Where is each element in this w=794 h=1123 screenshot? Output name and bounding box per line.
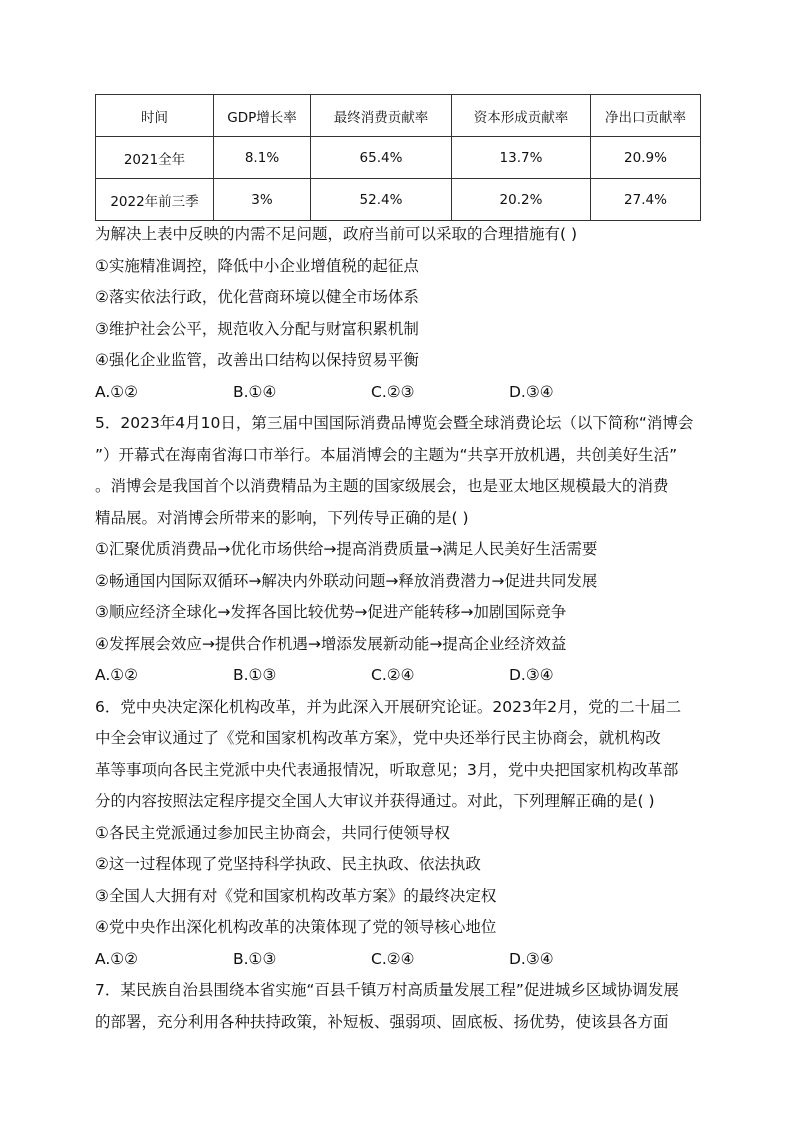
q6-stem-line: 中全会审议通过了《党和国家机构改革方案》，党中央还举行民主协商会，就机构改 — [95, 729, 661, 747]
q6-item-1: ①各民主党派通过参加民主协商会，共同行使领导权 — [95, 823, 450, 842]
table-cell: 2021全年 — [96, 137, 214, 179]
q6-options — [95, 944, 700, 976]
table-cell: 20.2% — [452, 179, 591, 221]
q4-option-b[interactable]: B.①④ — [233, 382, 277, 401]
q6-option-d[interactable]: D.③④ — [509, 949, 554, 968]
q4-option-c[interactable]: C.②③ — [371, 382, 415, 401]
q4-item-1: ①实施精准调控，降低中小企业增值税的起征点 — [95, 256, 419, 275]
q7-stem-line: 的部署，充分利用各种扶持政策，补短板、强弱项、固底板、扬优势，使该县各方面 — [95, 1012, 669, 1031]
q6-option-c[interactable]: C.②④ — [371, 949, 415, 968]
q7-stem-line: 7．某民族自治县围绕本省实施“百县千镇万村高质量发展工程”促进城乡区域协调发展 — [95, 981, 679, 999]
table-header-cell: 时间 — [96, 95, 214, 137]
table-cell: 20.9% — [591, 137, 701, 179]
q4-option-d[interactable]: D.③④ — [509, 382, 554, 401]
q4-options — [95, 377, 700, 409]
table-cell: 3% — [214, 179, 311, 221]
q4-item-4: ④强化企业监管，改善出口结构以保持贸易平衡 — [95, 351, 419, 369]
table-row — [96, 137, 701, 179]
table-cell: 2022年前三季 — [96, 179, 214, 221]
q5-option-b[interactable]: B.①③ — [233, 666, 277, 684]
table-header-cell: 资本形成贡献率 — [452, 95, 591, 137]
q6-stem-line: 分的内容按照法定程序提交全国人大审议并获得通过。对此，下列理解正确的是( ) — [95, 792, 655, 810]
q6-stem-line: 6．党中央决定深化机构改革，并为此深入开展研究论证。2023年2月，党的二十届二 — [95, 697, 682, 716]
q5-stem-line: ”）开幕式在海南省海口市举行。本届消博会的主题为“共享开放机遇，共创美好生活” — [95, 445, 678, 464]
q6-item-3: ③全国人大拥有对《党和国家机构改革方案》的最终决定权 — [95, 886, 497, 905]
table-header-row — [96, 95, 701, 137]
q5-item-3: ③顺应经济全球化→发挥各国比较优势→促进产能转移→加剧国际竞争 — [95, 603, 567, 621]
q5-item-2: ②畅通国内国际双循环→解决内外联动问题→释放消费潜力→促进共同发展 — [95, 571, 598, 590]
table-header-cell: GDP增长率 — [214, 95, 311, 137]
table-cell: 8.1% — [214, 137, 311, 179]
question-text — [95, 219, 700, 1038]
table-header-cell: 最终消费贡献率 — [311, 95, 452, 137]
table-cell: 27.4% — [591, 179, 701, 221]
q4-option-a[interactable]: A.①② — [95, 382, 139, 401]
table-row — [96, 179, 701, 221]
q4-item-2: ②落实依法行政，优化营商环境以健全市场体系 — [95, 288, 419, 306]
q5-stem-line: 5．2023年4月10日，第三届中国国际消费品博览会暨全球消费论坛（以下简称“消博会 — [95, 414, 694, 432]
table-cell: 65.4% — [311, 137, 452, 179]
q6-option-b[interactable]: B.①③ — [233, 949, 277, 968]
q6-item-2: ②这一过程体现了党坚持科学执政、民主执政、依法执政 — [95, 855, 481, 873]
q6-item-4: ④党中央作出深化机构改革的决策体现了党的领导核心地位 — [95, 918, 497, 936]
table-cell: 52.4% — [311, 179, 452, 221]
q5-stem-line: 精品展。对消博会所带来的影响，下列传导正确的是( ) — [95, 508, 469, 527]
q5-stem-line: 。消博会是我国首个以消费精品为主题的国家级展会，也是亚太地区规模最大的消费 — [95, 477, 669, 495]
q5-options — [95, 660, 700, 692]
q5-item-1: ①汇聚优质消费品→优化市场供给→提高消费质量→满足人民美好生活需要 — [95, 540, 598, 558]
table-cell: 13.7% — [452, 137, 591, 179]
q5-option-c[interactable]: C.②④ — [371, 666, 415, 684]
q5-option-d[interactable]: D.③④ — [509, 666, 554, 684]
contribution-table — [95, 94, 701, 221]
table-header-cell: 净出口贡献率 — [591, 95, 701, 137]
q5-item-4: ④发挥展会效应→提供合作机遇→增添发展新动能→提高企业经济效益 — [95, 634, 567, 653]
q4-item-3: ③维护社会公平，规范收入分配与财富积累机制 — [95, 319, 419, 338]
q5-option-a[interactable]: A.①② — [95, 666, 139, 684]
q6-stem-line: 革等事项向各民主党派中央代表通报情况，听取意见；3月，党中央把国家机构改革部 — [95, 760, 679, 779]
q6-option-a[interactable]: A.①② — [95, 949, 139, 968]
q4-stem: 为解决上表中反映的内需不足问题，政府当前可以采取的合理措施有( ) — [95, 225, 578, 243]
